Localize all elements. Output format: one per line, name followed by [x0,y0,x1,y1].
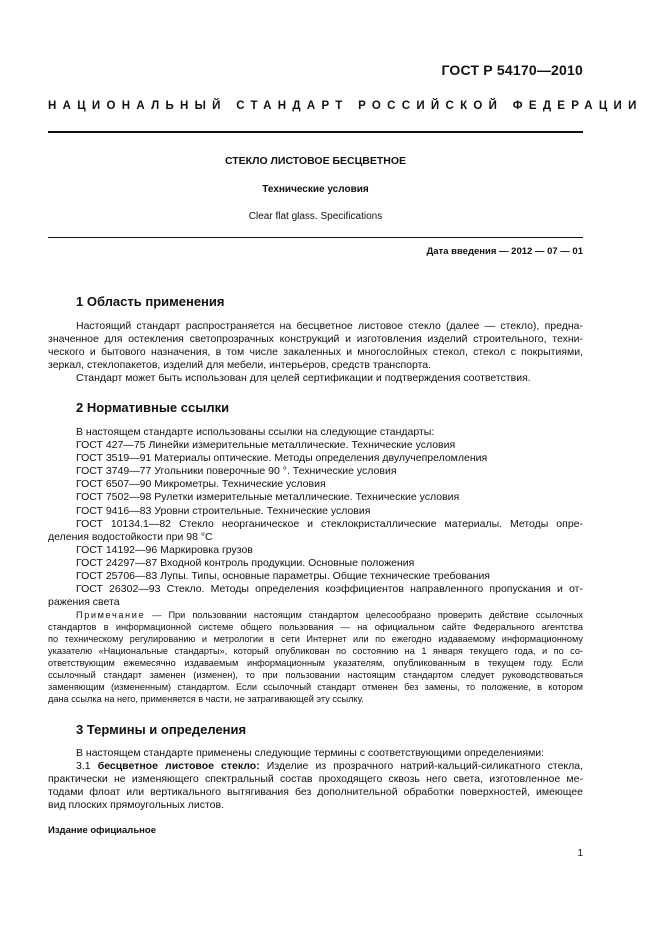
document-title: СТЕКЛО ЛИСТОВОЕ БЕСЦВЕТНОЕ [224,155,407,167]
term-definition: Изделие из прозрачного натрий-кальций-силикатного стекла, [259,760,584,773]
reference-item: ражения света [48,596,120,609]
text-line: В настоящем стандарте использованы ссылки на следующие стандарты: [76,426,435,438]
gost-number: ГОСТ Р 54170—2010 [441,62,583,78]
text-line: практически не изменяющего спектральный состав проходящего сквозь него света, изготовленное ме- [48,773,583,786]
text-line: зеркал, стеклопакетов, изделий для мебели, интерьеров, средств транспорта. [48,359,432,372]
introduction-date: Дата введения — 2012 — 07 — 01 [426,246,583,257]
reference-item: ГОСТ 7502—98 Рулетки измерительные металлические. Технические условия [76,491,460,504]
official-edition-label: Издание официальное [48,825,156,836]
english-title: Clear flat glass. Specifications [248,211,383,222]
text-line: В настоящем стандарте применены следующие термины с соответствующими определениями: [76,747,545,759]
note-line: стандартов в информационной системе общего пользования — на официальном сайте Федерального агентства [48,622,583,632]
text-line: вид плоских прямоугольных листов. [48,799,225,812]
reference-item: ГОСТ 6507—90 Микрометры. Технические условия [76,478,326,491]
section-1-text [48,320,583,385]
section-3-heading: 3 Термины и определения [76,722,247,737]
note-line: указателю «Национальные стандарты», который опубликован по состоянию на 1 января текущего года, и по со- [48,646,583,656]
top-rule [48,131,583,133]
text-line: тодами флоат или вертикального вытягивания без дополнительной обработки поверхностей, имеющее [48,786,583,799]
text-line: Стандарт может быть использован для целей сертификации и подтверждения соответствия. [76,372,531,385]
note-line [48,609,583,621]
reference-item: ГОСТ 427—75 Линейки измерительные металлические. Технические условия [76,439,456,452]
note-line: ответствующим ежемесячно издаваемым информационным указателям, опубликованным в текущем году. Если [48,658,583,668]
reference-item: ГОСТ 14192—96 Маркировка грузов [76,543,253,556]
term-number: 3.1 [76,760,91,773]
note-line: дана ссылка на него, применяется в части, не затрагивающей эту ссылку. [48,694,364,704]
note-line: заменяющим (измененным) стандартом. Если ссылочный стандарт отменен без замены, то положение, в котором [48,682,583,692]
document-subtitle: Технические условия [262,184,369,195]
note-block [48,609,583,705]
note-text: — При пользовании настоящим стандартом целесообразно проверить действие ссылочных [145,610,583,620]
reference-item: ГОСТ 26302—93 Стекло. Методы определения коэффициентов направленного пропускания и от- [76,583,583,596]
term-name: бесцветное листовое стекло: [97,760,260,773]
text-line: значенное для остекления светопрозрачных конструкций и изготовления изделий строительного, техни- [48,333,583,346]
note-line: по техническому регулированию и метрологии в сети Интернет или по ежегодно издаваемому информационному [48,634,583,644]
reference-item: ГОСТ 3519—91 Материалы оптические. Методы определения двулучепреломления [76,452,488,465]
page-number: 1 [577,848,583,859]
reference-item: деления водостойкости при 98 °С [48,530,213,543]
reference-item: ГОСТ 24297—87 Входной контроль продукции. Основные положения [76,556,415,569]
section-3-text [48,747,583,812]
reference-item: ГОСТ 25706—83 Лупы. Типы, основные параметры. Общие технические требования [76,570,490,583]
text-line: Настоящий стандарт распространяется на бесцветное листовое стекло (далее — стекло), предна- [76,320,583,332]
section-1-heading: 1 Область применения [76,294,225,309]
section-2-heading: 2 Нормативные ссылки [76,400,230,415]
title-rule [48,237,583,238]
national-standard-heading: НАЦИОНАЛЬНЫЙ СТАНДАРТ РОССИЙСКОЙ ФЕДЕРАЦИИ [48,100,643,112]
reference-item: ГОСТ 9416—83 Уровни строительные. Технические условия [76,504,371,517]
reference-item: ГОСТ 10134.1—82 Стекло неорганическое и стеклокристаллические материалы. Методы опре- [76,517,583,530]
note-line: ссылочный стандарт заменен (изменен), то при пользовании настоящим стандартом следует руководствоваться [48,670,583,680]
text-line: ческого и бытового назначения, в том числе закаленных и многослойных стекол, стекол с покрытиями, [48,346,583,359]
note-label: Примечание [76,610,146,620]
section-2-references [48,426,583,609]
term-definition-line [48,760,583,773]
reference-item: ГОСТ 3749—77 Угольники поверочные 90 °. Технические условия [76,465,397,478]
